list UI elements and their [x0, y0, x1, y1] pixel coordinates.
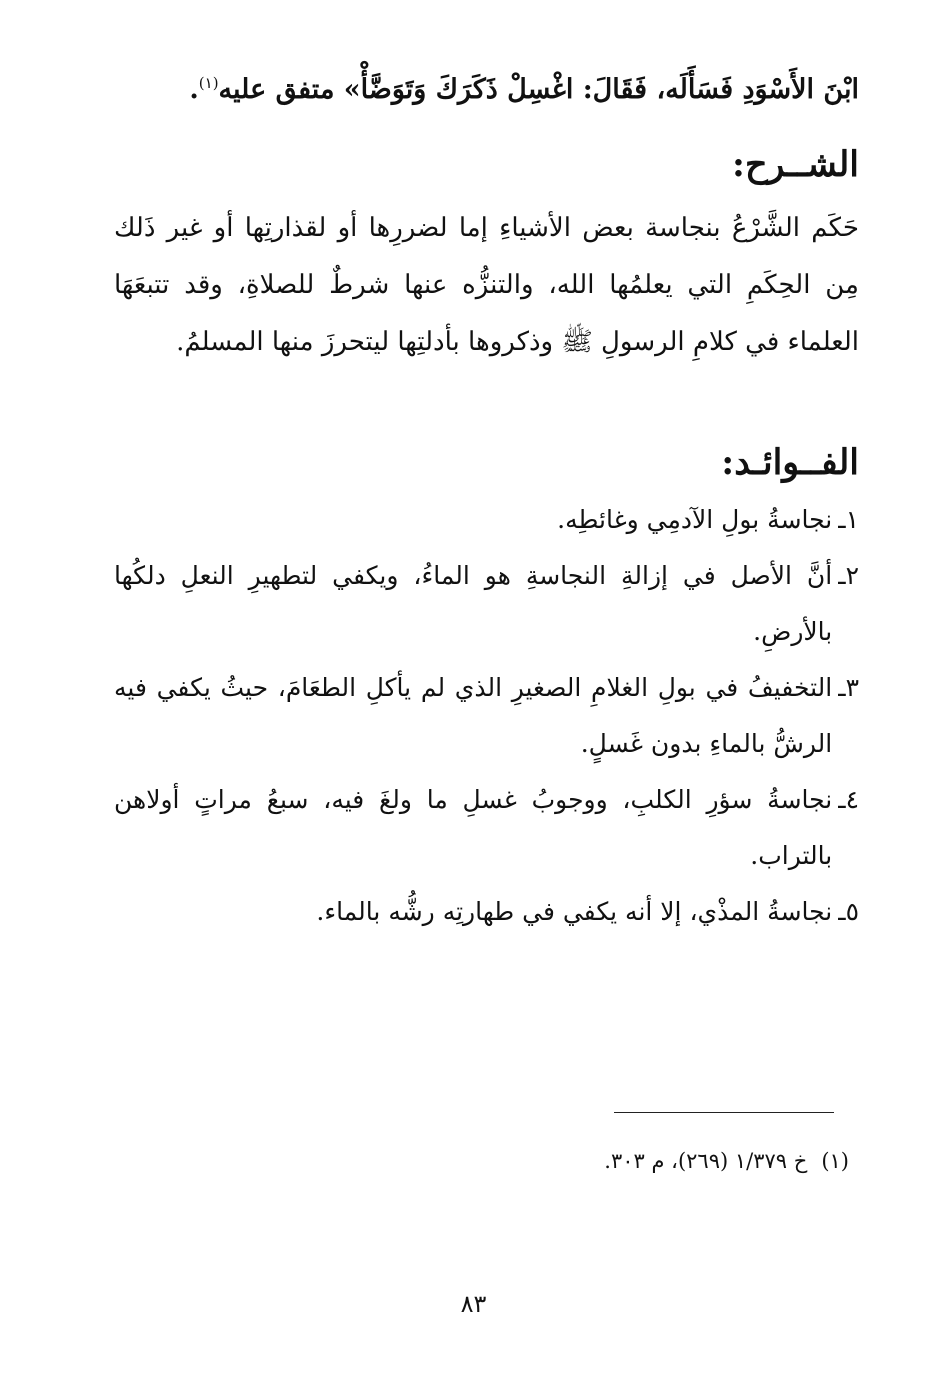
footnote	[604, 1143, 849, 1179]
fawaid-item-number: ١ـ	[838, 505, 859, 534]
fawaid-item	[114, 884, 859, 940]
fawaid-item	[114, 548, 859, 660]
fawaid-list	[114, 492, 859, 940]
fawaid-item-text: التخفيفُ في بولِ الغلامِ الصغيرِ الذي لم يأكلِ الطعَامَ، حيثُ يكفي فيه الرشُّ بالماءِ بدون غَسلٍ.	[114, 673, 833, 758]
fawaid-item-text: نجاسةُ المذْي، إلا أنه يكفي في طهارتِه رشُّه بالماء.	[316, 897, 833, 926]
footnote-separator	[614, 1112, 834, 1113]
sharh-heading: الشــرح:	[732, 144, 859, 185]
footnote-marker: (١)	[821, 1149, 849, 1173]
footnote-text: خ ١/٣٧٩ (٢٦٩)، م ٣٠٣.	[604, 1149, 808, 1173]
hadith-continuation	[114, 62, 859, 118]
footnote-reference[interactable]: (١)	[198, 74, 219, 92]
fawaid-item	[114, 772, 859, 884]
fawaid-item-number: ٤ـ	[838, 785, 859, 814]
fawaid-item-text: نجاسةُ بولِ الآدمِي وغائطِه.	[557, 505, 833, 534]
fawaid-item	[114, 660, 859, 772]
hadith-text: ابْنَ الأَسْوَدِ فَسَأَلَه، فَقَالَ: اغْسِلْ ذَكَرَكَ وَتَوَضَّأْ» متفق عليه	[218, 74, 859, 105]
hadith-end-punctuation: .	[189, 74, 199, 105]
fawaid-item-text: أنَّ الأصل في إزالةِ النجاسةِ هو الماءُ، ويكفي لتطهيرِ النعلِ دلكُها بالأرضِ.	[114, 561, 833, 646]
fawaid-heading: الفــوائـد:	[721, 442, 859, 483]
page-number: ٨٣	[460, 1290, 487, 1318]
fawaid-item	[114, 492, 859, 548]
fawaid-item-number: ٥ـ	[838, 897, 859, 926]
sharh-paragraph: حَكَم الشَّرْعُ بنجاسة بعض الأشياءِ إما لضررِها أو لقذارتِها أو غير ذَلك مِن الحِكَمِ التي يعلمُها الله، والتنزُّه عنها شرطٌ للصلاةِ، وقد تتبعَهَا العلماء في كلامِ الرسولِ ﷺ وذكروها بأدلتِها ليتحرزَ منها المسلمُ.	[114, 213, 859, 357]
fawaid-item-number: ٢ـ	[838, 561, 859, 590]
fawaid-item-text: نجاسةُ سؤرِ الكلبِ، ووجوبُ غسلِ ما ولغَ فيه، سبعُ مراتٍ أولاهن بالتراب.	[114, 785, 833, 870]
fawaid-item-number: ٣ـ	[838, 673, 859, 702]
